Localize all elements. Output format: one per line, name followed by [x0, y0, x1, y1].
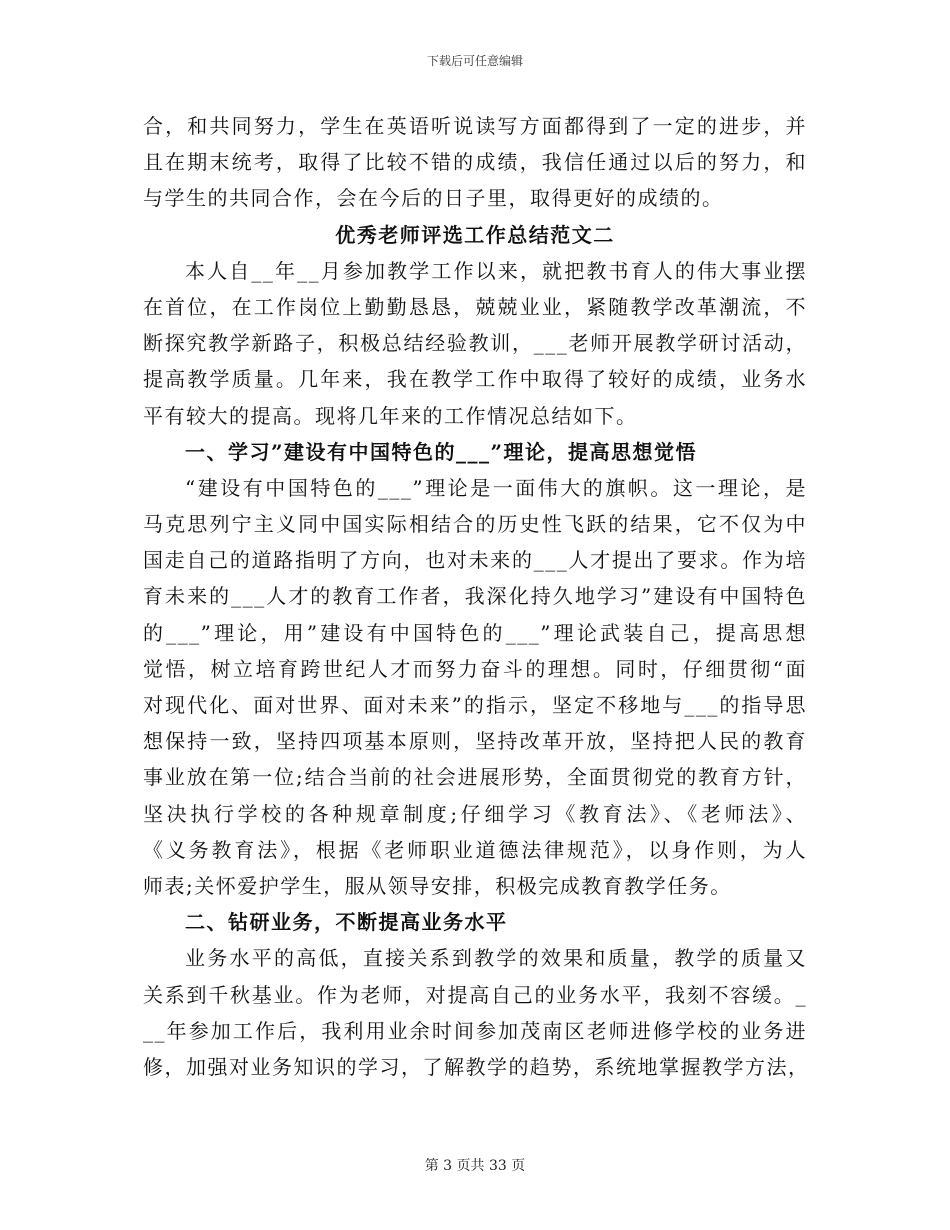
body-line: 对现代化、面对世界、面对未来”的指示，坚定不移地与___的指导思 — [143, 693, 807, 717]
heading-1: 一、学习”建设有中国特色的___”理论，提高思想觉悟 — [185, 439, 698, 464]
body-line: 且在期末统考，取得了比较不错的成绩，我信任通过以后的努力，和 — [143, 150, 807, 175]
body-line: 断探究教学新路子，积极总结经验教训，___老师开展教学研讨活动， — [143, 331, 807, 356]
body-line: 师表;关怀爱护学生，服从领导安排，积极完成教育教学任务。 — [143, 873, 732, 898]
section-title: 优秀老师评选工作总结范文二 — [335, 222, 615, 247]
body-line: 与学生的共同合作，会在今后的日子里，取得更好的成绩的。 — [143, 186, 724, 211]
paragraph-first-line: 业务水平的高低，直接关系到教学的效果和质量，教学的质量又 — [185, 946, 807, 971]
body-line: 育未来的___人才的教育工作者，我深化持久地学习”建设有中国特色 — [143, 584, 807, 609]
paragraph-first-line: “建设有中国特色的___”理论是一面伟大的旗帜。这一理论，是 — [185, 475, 807, 500]
body-line: 坚决执行学校的各种规章制度;仔细学习《教育法》、《老师法》、 — [143, 801, 807, 826]
body-line: 国走自己的道路指明了方向，也对未来的___人才提出了要求。作为培 — [143, 548, 807, 573]
body-line: 事业放在第一位;结合当前的社会进展形势，全面贯彻党的教育方针， — [143, 765, 807, 790]
document-body — [143, 108, 810, 1085]
body-line: 想保持一致，坚持四项基本原则，坚持改革开放，坚持把人民的教育 — [143, 729, 807, 754]
body-line: 修，加强对业务知识的学习，了解教学的趋势，系统地掌握教学方法， — [143, 1054, 810, 1079]
body-line: 提高教学质量。几年来，我在教学工作中取得了较好的成绩，业务水 — [143, 367, 807, 392]
heading-2: 二、钻研业务，不断提高业务水平 — [185, 910, 508, 935]
page-header: 下载后可任意编辑 — [426, 54, 523, 68]
body-line: 关系到千秋基业。作为老师，对提高自己的业务水平，我刻不容缓。_ — [143, 982, 807, 1007]
page-footer: 第 3 页共 33 页 — [424, 1158, 526, 1174]
body-line: 在首位，在工作岗位上勤勤恳恳，兢兢业业，紧随教学改革潮流，不 — [143, 294, 807, 319]
paragraph-first-line: 本人自__年__月参加教学工作以来，就把教书育人的伟大事业摆 — [185, 258, 807, 283]
body-line: 觉悟，树立培育跨世纪人才而努力奋斗的理想。同时，仔细贯彻“面 — [143, 656, 807, 681]
body-line: 《义务教育法》，根据《老师职业道德法律规范》，以身作则，为人 — [143, 837, 807, 862]
body-line: 平有较大的提高。现将几年来的工作情况总结如下。 — [143, 403, 638, 428]
body-line: 的___”理论，用”建设有中国特色的___”理论武装自己，提高思想 — [143, 620, 807, 645]
body-line: 马克思列宁主义同中国实际相结合的历史性飞跃的结果，它不仅为中 — [143, 512, 807, 537]
body-line: 合，和共同努力，学生在英语听说读写方面都得到了一定的进步，并 — [143, 114, 807, 138]
body-line: __年参加工作后，我利用业余时间参加茂南区老师进修学校的业务进 — [143, 1018, 807, 1043]
